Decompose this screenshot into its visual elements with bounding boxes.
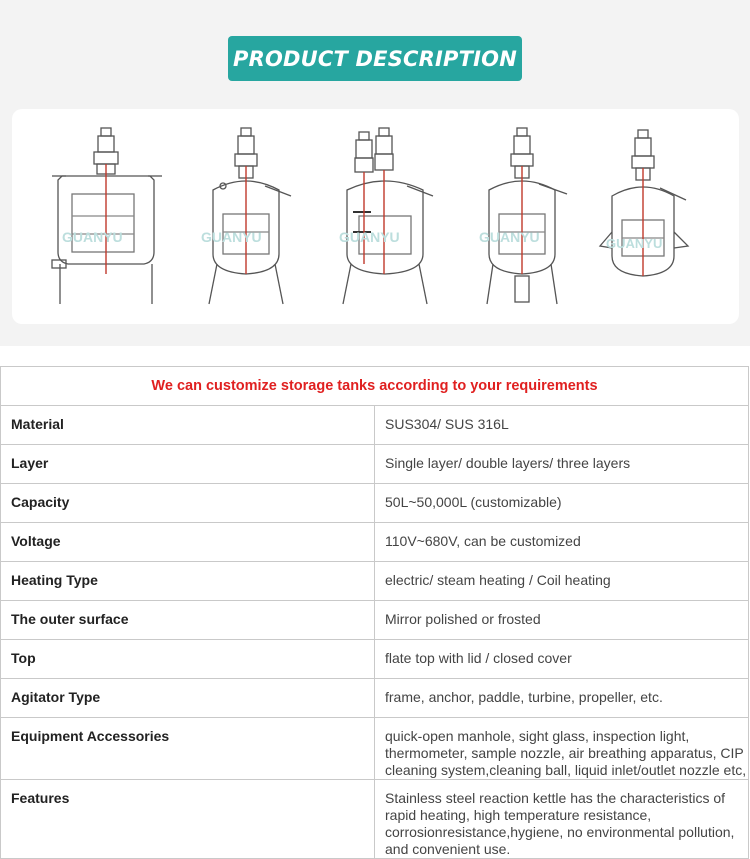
- row-value: 50L~50,000L (customizable): [375, 484, 749, 523]
- svg-text:GUANYU: GUANYU: [606, 236, 663, 251]
- row-value: flate top with lid / closed cover: [375, 640, 749, 679]
- product-gallery-section: [0, 0, 750, 346]
- row-value: frame, anchor, paddle, turbine, propeller, etc.: [375, 679, 749, 718]
- tank-jacketed-legs-drawing-icon: [195, 124, 300, 309]
- row-label: Equipment Accessories: [1, 718, 375, 780]
- customize-banner: We can customize storage tanks according to your requirements: [1, 367, 749, 406]
- svg-text:GUANYU: GUANYU: [479, 229, 540, 245]
- table-banner-row: [1, 367, 749, 406]
- row-value: Mirror polished or frosted: [375, 601, 749, 640]
- row-label: Agitator Type: [1, 679, 375, 718]
- tank-double-agitator-drawing-icon: [335, 124, 440, 309]
- specification-table: [0, 366, 749, 859]
- row-label: Heating Type: [1, 562, 375, 601]
- table-row: [1, 640, 749, 679]
- svg-text:GUANYU: GUANYU: [62, 229, 123, 245]
- row-value: Single layer/ double layers/ three layers: [375, 445, 749, 484]
- row-label: The outer surface: [1, 601, 375, 640]
- table-row: [1, 406, 749, 445]
- row-label: Features: [1, 780, 375, 859]
- tank-compact-drawing-icon: [598, 124, 696, 309]
- row-label: Material: [1, 406, 375, 445]
- svg-text:GUANYU: GUANYU: [201, 229, 262, 245]
- table-row: [1, 562, 749, 601]
- product-description-title: PRODUCT DESCRIPTION: [228, 36, 522, 81]
- row-value: quick-open manhole, sight glass, inspection light, thermometer, sample nozzle, air breathing apparatus, CIP cleaning system,cleaning ball, liquid inlet/outlet nozzle etc,: [375, 718, 749, 780]
- tank-bottom-outlet-drawing-icon: [475, 124, 575, 309]
- table-row: [1, 445, 749, 484]
- row-value: SUS304/ SUS 316L: [375, 406, 749, 445]
- row-label: Layer: [1, 445, 375, 484]
- table-row: [1, 718, 749, 780]
- tank-open-frame-drawing-icon: [50, 124, 165, 309]
- row-label: Voltage: [1, 523, 375, 562]
- table-row: [1, 780, 749, 859]
- row-value: 110V~680V, can be customized: [375, 523, 749, 562]
- row-label: Top: [1, 640, 375, 679]
- row-label: Capacity: [1, 484, 375, 523]
- table-row: [1, 523, 749, 562]
- svg-text:GUANYU: GUANYU: [339, 229, 400, 245]
- table-row: [1, 601, 749, 640]
- row-value: Stainless steel reaction kettle has the characteristics of rapid heating, high temperature resistance, corrosionresistance,hygiene, no environmental pollution, and convenient use.: [375, 780, 749, 859]
- table-row: [1, 484, 749, 523]
- table-row: [1, 679, 749, 718]
- row-value: electric/ steam heating / Coil heating: [375, 562, 749, 601]
